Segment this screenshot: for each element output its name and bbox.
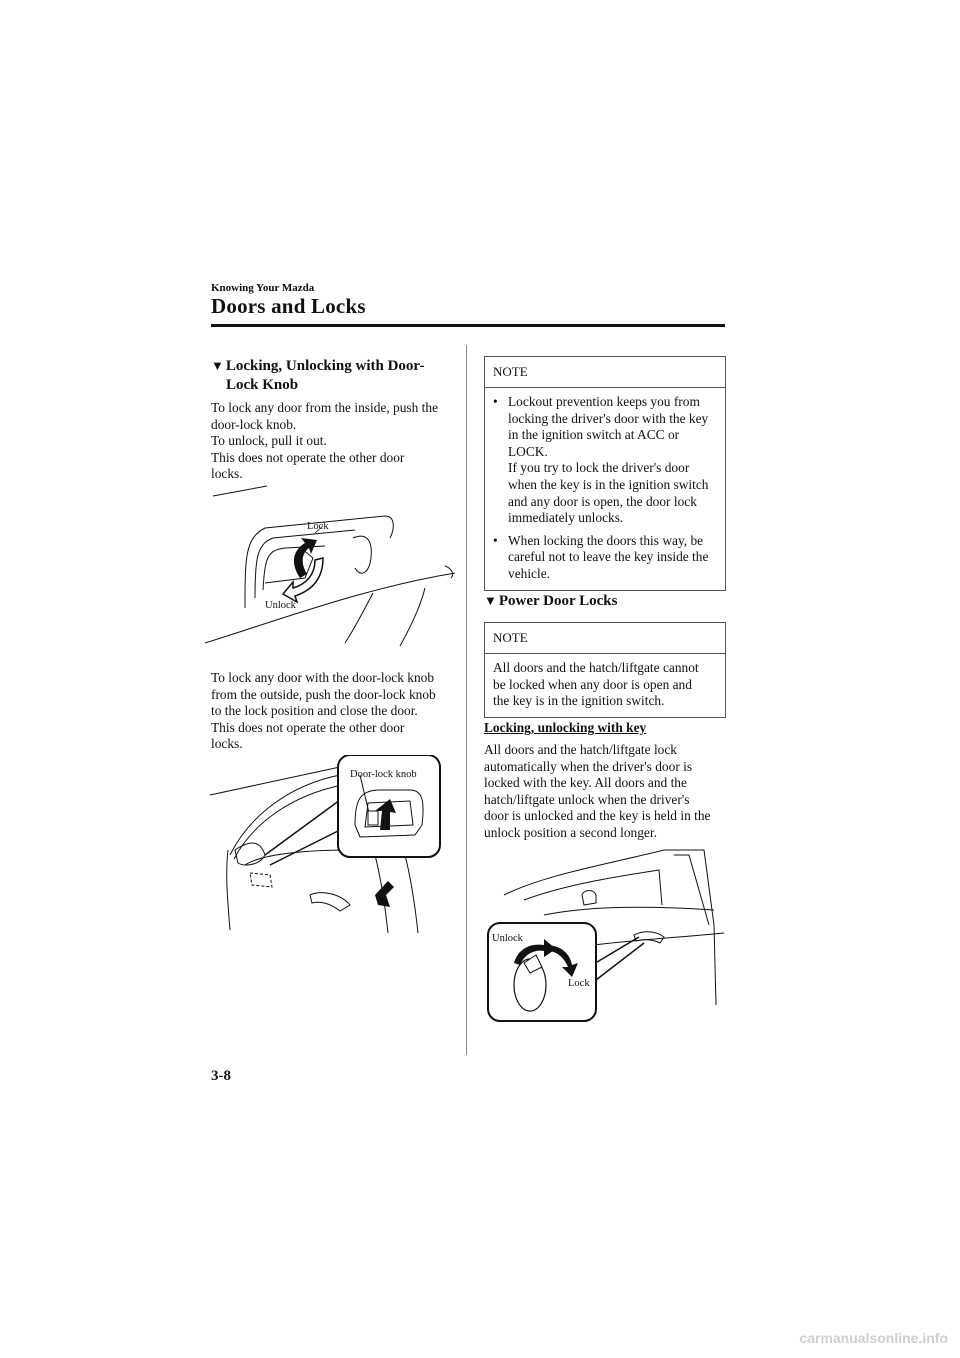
watermark-text: carmanualsonline.info bbox=[799, 1330, 948, 1346]
heading-line: Lock Knob bbox=[226, 377, 299, 393]
section-label: Knowing Your Mazda bbox=[211, 282, 315, 294]
text-line: When locking the doors this way, be bbox=[508, 532, 704, 548]
text-line: Lockout prevention keeps you from bbox=[508, 394, 700, 409]
text-line: This does not operate the other door bbox=[211, 449, 405, 465]
text-line: automatically when the driver's door is bbox=[484, 758, 693, 774]
page-number: 3-8 bbox=[211, 1068, 231, 1084]
text-line: If you try to lock the driver's door bbox=[508, 460, 690, 476]
text-line: in the ignition switch at ACC or bbox=[508, 427, 680, 443]
text-line: be locked when any door is open and bbox=[493, 676, 692, 692]
column-divider bbox=[466, 345, 467, 1055]
text-line: to the lock position and close the door. bbox=[211, 703, 418, 719]
figure-label-door-lock-knob: Door-lock knob bbox=[350, 769, 417, 780]
text-line: locking the driver's door with the key bbox=[508, 410, 709, 426]
text-line: locks. bbox=[211, 466, 243, 482]
figure-inside-lock-knob bbox=[205, 478, 465, 648]
text-line: the key is in the ignition switch. bbox=[493, 693, 665, 709]
figure-key-cylinder bbox=[484, 845, 724, 1025]
text-line: All doors and the hatch/liftgate lock bbox=[484, 742, 677, 757]
text-line: LOCK. bbox=[508, 443, 548, 459]
text-line: when the key is in the ignition switch bbox=[508, 476, 709, 492]
figure-label-unlock: Unlock bbox=[492, 933, 523, 944]
heading-power-door-locks bbox=[484, 591, 724, 611]
note-bullet bbox=[493, 394, 717, 527]
paragraph-outside-lock bbox=[211, 670, 463, 753]
text-line: vehicle. bbox=[508, 565, 551, 581]
text-line: door-lock knob. bbox=[211, 416, 297, 432]
text-line: immediately unlocks. bbox=[508, 510, 624, 526]
bullet-dot-icon: • bbox=[493, 394, 498, 409]
figure-outside-door-lock-knob bbox=[210, 755, 460, 935]
text-line: door is unlocked and the key is held in the bbox=[484, 808, 711, 824]
note-box-power-locks bbox=[484, 622, 726, 718]
page-title: Doors and Locks bbox=[211, 294, 366, 318]
text-line: All doors and the hatch/liftgate cannot bbox=[493, 660, 699, 675]
text-line: To unlock, pull it out. bbox=[211, 433, 327, 449]
text-line: This does not operate the other door bbox=[211, 719, 405, 735]
figure-label-lock: Lock bbox=[568, 978, 590, 989]
bullet-dot-icon: • bbox=[493, 532, 498, 548]
text-line: To lock any door from the inside, push the bbox=[211, 400, 439, 415]
text-line: unlock position a second longer. bbox=[484, 824, 657, 840]
note-body bbox=[485, 388, 725, 590]
figure-label-unlock: Unlock bbox=[265, 600, 296, 611]
text-line: hatch/liftgate unlock when the driver's bbox=[484, 791, 690, 807]
note-body bbox=[485, 654, 725, 717]
title-rule bbox=[211, 324, 725, 327]
text-line: locks. bbox=[211, 736, 243, 752]
heading-line: Locking, Unlocking with Door- bbox=[225, 358, 425, 374]
text-line: careful not to leave the key inside the bbox=[508, 549, 709, 565]
note-heading: NOTE bbox=[485, 357, 725, 388]
down-triangle-icon: ▼ bbox=[211, 358, 224, 373]
note-heading: NOTE bbox=[485, 623, 725, 654]
text-line: To lock any door with the door-lock knob bbox=[211, 670, 435, 685]
paragraph-key-locking bbox=[484, 742, 729, 842]
note-bullet bbox=[493, 533, 717, 583]
heading-door-lock-knob bbox=[211, 356, 461, 395]
note-box-lockout bbox=[484, 356, 726, 591]
figure-label-lock: Lock bbox=[307, 521, 329, 532]
text-line: from the outside, push the door-lock knob bbox=[211, 686, 436, 702]
paragraph-inside-lock bbox=[211, 400, 461, 483]
text-line: locked with the key. All doors and the bbox=[484, 775, 687, 791]
heading-text: Power Door Locks bbox=[498, 593, 618, 609]
text-line: and any door is open, the door lock bbox=[508, 493, 697, 509]
subheading-locking-with-key: Locking, unlocking with key bbox=[484, 720, 647, 735]
down-triangle-icon: ▼ bbox=[484, 593, 497, 608]
